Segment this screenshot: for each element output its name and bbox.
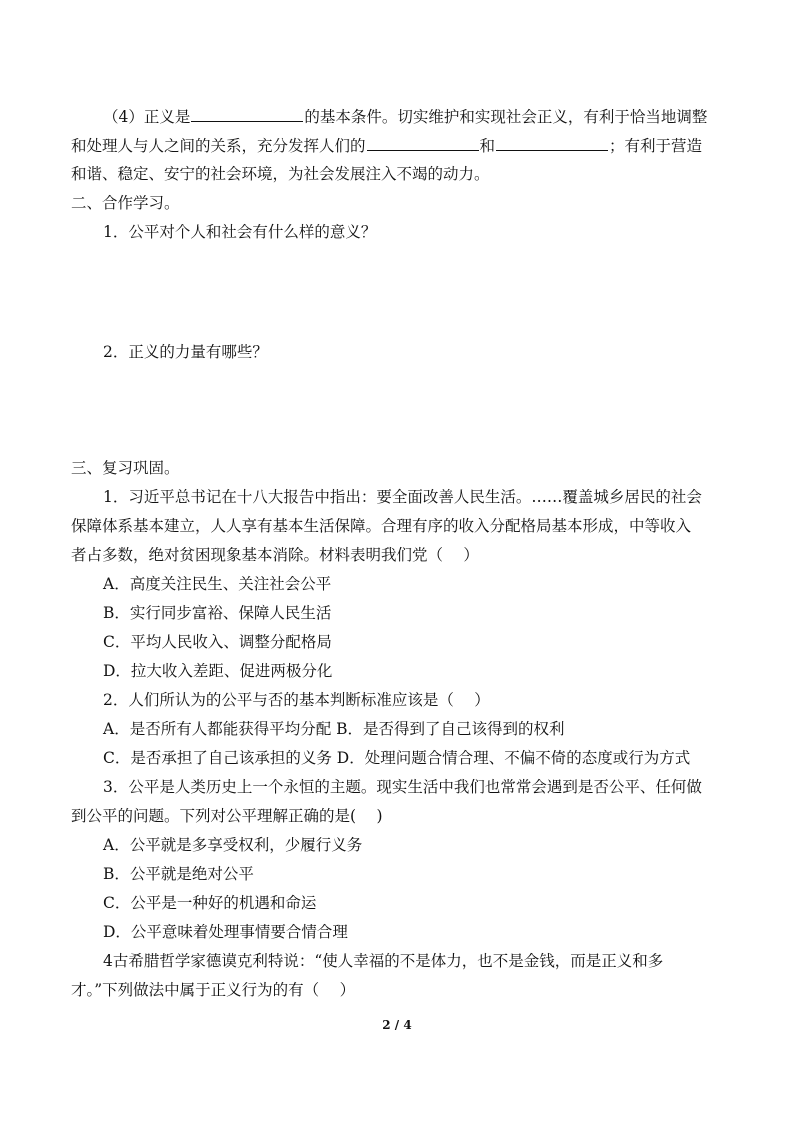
question-text: 4古希腊哲学家德谟克利特说：“使人幸福的不是体力，也不是金钱，而是正义和多	[103, 952, 664, 970]
answer-option: B．实行同步富裕、保障人民生活	[103, 604, 332, 622]
page-number: 2 / 4	[382, 1018, 412, 1032]
answer-option: A．公平就是多享受权利，少履行义务	[103, 836, 363, 854]
answer-option: A．是否所有人都能获得平均分配 B．是否得到了自己该得到的权利	[103, 720, 565, 738]
question-text: 3．公平是人类历史上一个永恒的主题。现实生活中我们也常常会遇到是否公平、任何做	[103, 778, 702, 796]
answer-option: A．高度关注民生、关注社会公平	[103, 575, 332, 593]
question-text: 才。”下列做法中属于正义行为的有（ ）	[71, 981, 356, 999]
fill-in-line-2	[71, 135, 702, 156]
question-text: 1．公平对个人和社会有什么样的意义？	[103, 223, 377, 241]
answer-blank[interactable]	[367, 135, 479, 151]
question-text: 2．人们所认为的公平与否的基本判断标准应该是（ ）	[103, 691, 490, 709]
text-segment: ；有利于营造	[609, 137, 703, 155]
answer-option: C．平均人民收入、调整分配格局	[103, 633, 332, 651]
question-text: 到公平的问题。下列对公平理解正确的是( )	[71, 807, 383, 825]
question-text: 保障体系基本建立，人人享有基本生活保障。合理有序的收入分配格局基本形成，中等收入	[71, 517, 692, 535]
text-segment: （4）正义是	[103, 108, 191, 126]
question-text: 1．习近平总书记在十八大报告中指出：要全面改善人民生活。……覆盖城乡居民的社会	[103, 488, 702, 506]
answer-option: B．公平就是绝对公平	[103, 865, 254, 883]
answer-option: C．是否承担了自己该承担的义务 D．处理问题合情合理、不偏不倚的态度或行为方式	[103, 749, 691, 767]
text-segment: 和处理人与人之间的关系，充分发挥人们的	[71, 137, 366, 155]
answer-blank[interactable]	[191, 106, 303, 122]
answer-option: D．公平意味着处理事情要合情合理	[103, 923, 348, 941]
answer-option: C．公平是一种好的机遇和命运	[103, 894, 317, 912]
fill-in-line-1	[103, 106, 707, 127]
answer-option: D．拉大收入差距、促进两极分化	[103, 662, 333, 680]
question-text: 者占多数，绝对贫困现象基本消除。材料表明我们党（ ）	[71, 546, 479, 564]
section-heading: 三、复习巩固。	[71, 459, 180, 477]
paragraph-line: 和谐、稳定、安宁的社会环境，为社会发展注入不竭的动力。	[71, 165, 490, 183]
section-heading: 二、合作学习。	[71, 194, 180, 212]
question-text: 2．正义的力量有哪些？	[103, 343, 268, 361]
text-segment: 的基本条件。切实维护和实现社会正义，有利于恰当地调整	[304, 108, 708, 126]
text-segment: 和	[479, 137, 496, 155]
answer-blank[interactable]	[496, 135, 608, 151]
